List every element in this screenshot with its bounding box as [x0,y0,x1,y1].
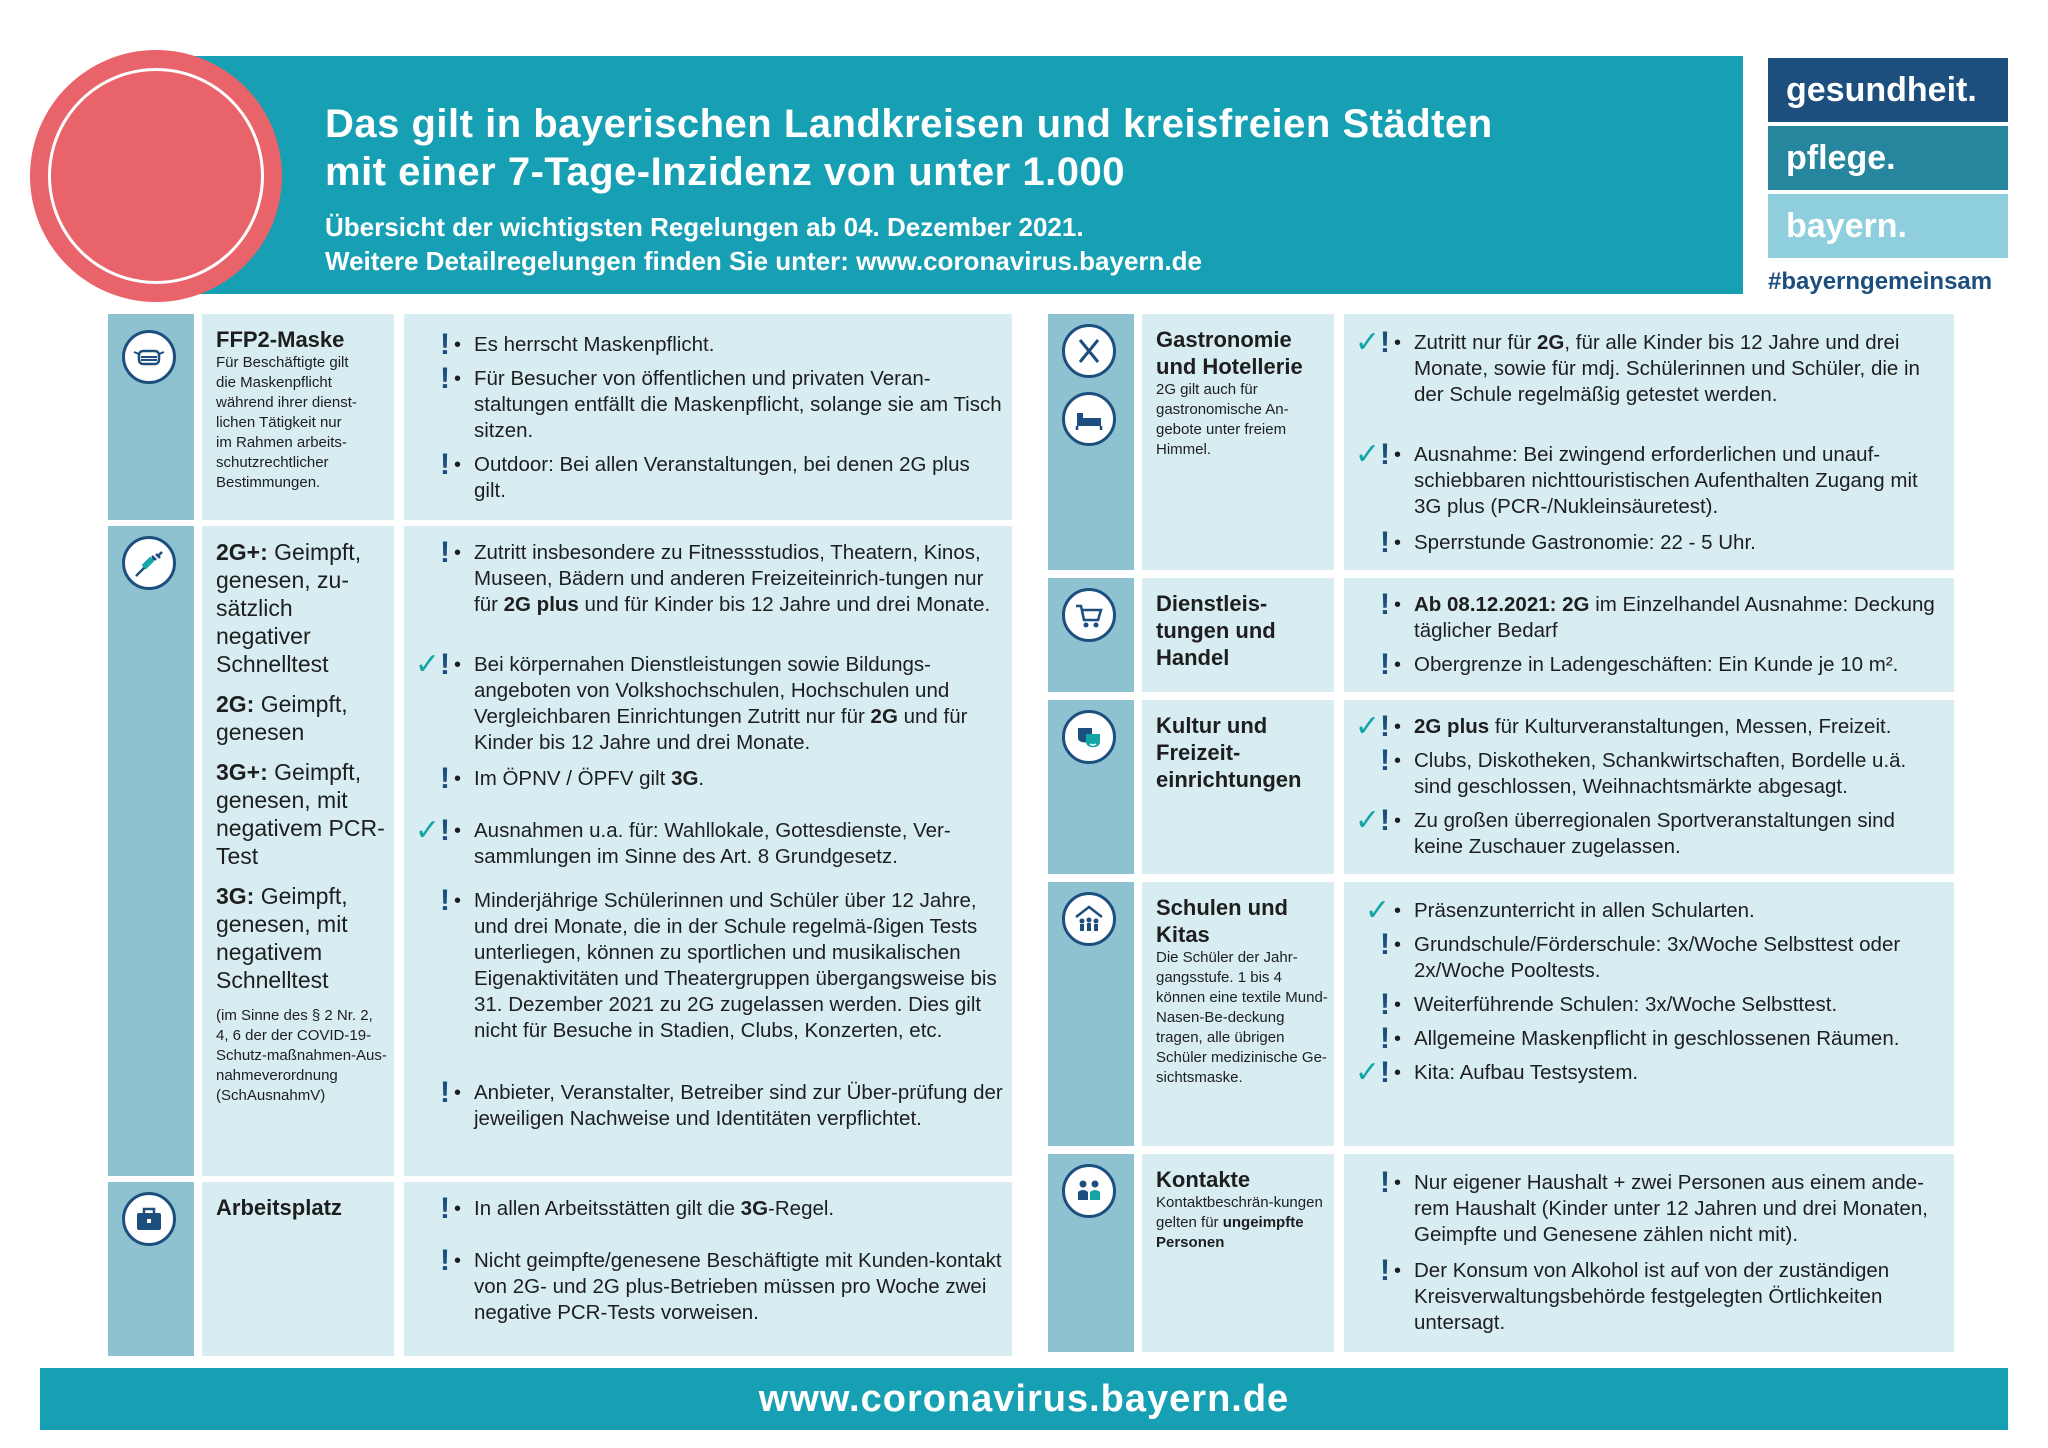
page-title: Das gilt in bayerischen Landkreisen und kreisfreien Städten mit einer 7-Tage-Inzidenz von unter 1.000 [325,102,1493,194]
brand-bayern: bayern. [1768,194,2008,258]
label-column [1142,314,1334,570]
syringe-icon [122,536,176,590]
icon-column [1048,578,1134,692]
brand-gesundheit: gesundheit. [1768,58,2008,122]
section-schulen-kitas [1048,882,1952,1146]
hashtag: #bayerngemeinsam [1768,268,1993,295]
content-column: ! • Ab 08.12.2021: 2G im Einzelhandel Ausnahme: Deckung täglicher Bedarf ! • Obergrenze in Ladengeschäften: Ein Kunde je 10 m². [1344,578,1954,692]
content-column: ! • Zutritt insbesondere zu Fitnessstudios, Theatern, Kinos, Museen, Bädern und anderen Freizeiteinrich-tungen nur für 2G plus und für Kinder bis 12 Jahre und drei Monate. ✓! • Bei körpernahen Dienstleistungen sowie Bildungs-angeboten von Volkshochschulen, Hochschulen und Vergleichbaren Einrichtungen Zutritt nur für 2G und für Kinder bis 12 Jahre und drei Monate. ! • Im ÖPNV / ÖPFV gilt 3G. ✓! • Ausnahmen u.a. für: Wahllokale, Gottesdienste, Ver-sammlungen im Sinne des Art. 8 Grundgesetz. ! • Minderjährige Schülerinnen und Schüler über 12 Jahre, und drei Monate, die in der Schule regelmä-ßigen Tests unterliegen, können zu sportlichen und musikalischen Eigenaktivitäten und Theatergruppen übergangsweise bis 31. Dezember 2021 zu 2G zugelassen werden. Dies gilt nicht für Besuche in Stadien, Clubs, Konzerten, etc. ! • Anbieter, Veranstalter, Betreiber sind zur Über-prüfung der jeweiligen Nachweise und Identitäten verpflichtet. [404,526,1012,1176]
legal-note: (im Sinne des § 2 Nr. 2, 4, 6 der der COVID-19-Schutz-maßnahmen-Aus-nahmeverordnung (SchAusnahmV) [216,1007,387,1104]
section-note: 2G gilt auch für gastronomische An-gebote unter freiem Himmel. [1156,381,1289,458]
section-title: Schulen und Kitas [1156,895,1288,947]
content-column: ! • Es herrscht Maskenpflicht. ! • Für Besucher von öffentlichen und privaten Veran-staltungen entfällt die Maskenpflicht, solange sie am Tisch sitzen. ! • Outdoor: Bei allen Veranstaltungen, bei denen 2G plus gilt. [404,314,1012,520]
label-2g: 2G: Geimpft, genesen [216,691,348,745]
section-title: Gastronomie und Hotellerie [1156,327,1303,379]
bed-icon [1062,392,1116,446]
section-title: FFP2-Maske [216,327,345,352]
footer-url[interactable]: www.coronavirus.bayern.de [40,1368,2008,1430]
section-note: Kontaktbeschrän-kungen gelten für ungeimpfte Personen [1156,1194,1323,1251]
label-column [1142,882,1334,1146]
content-column: ✓! • 2G plus für Kulturveranstaltungen, Messen, Freizeit. ! • Clubs, Diskotheken, Schankwirtschaften, Bordelle u.ä. sind geschlossen, Weihnachtsmärkte abgesagt. ✓! • Zu großen überregionalen Sportveranstaltungen sind keine Zuschauer zugelassen. [1344,700,1954,874]
section-gastronomie [1048,314,1952,570]
icon-column [1048,1154,1134,1352]
section-ffp2-maske [108,314,1012,520]
section-arbeitsplatz [108,1182,1012,1356]
icon-column [1048,700,1134,874]
label-column [202,314,394,520]
icon-column [108,314,194,520]
brand-pflege: pflege. [1768,126,2008,190]
section-title: Kultur und Freizeit-einrichtungen [1156,713,1302,792]
icon-column [1048,882,1134,1146]
content-column: ! • In allen Arbeitsstätten gilt die 3G-Regel. ! • Nicht geimpfte/genesene Beschäftigte mit Kunden-kontakt von 2G- und 2G plus-Betrieben müssen pro Woche zwei negative PCR-Tests vorweisen. [404,1182,1012,1356]
label-3g: 3G: Geimpft, genesen, mit negativem Schnelltest [216,883,348,993]
content-column: ! • Nur eigener Haushalt + zwei Personen aus einem ande-rem Haushalt (Kinder unter 12 Jahren und drei Monaten, Geimpfte und Genesene zählen nicht mit). ! • Der Konsum von Alkohol ist auf von der zuständigen Kreisverwaltungsbehörde festgelegten Örtlichkeiten untersagt. [1344,1154,1954,1352]
icon-column [108,1182,194,1356]
label-3g-plus: 3G+: Geimpft, genesen, mit negativem PCR-Test [216,759,385,869]
school-icon [1062,892,1116,946]
red-circle-logo [30,50,282,302]
mask-icon [122,330,176,384]
cutlery-icon [1062,324,1116,378]
page-subtitle: Übersicht der wichtigsten Regelungen ab 04. Dezember 2021. Weitere Detailregelungen finden Sie unter: www.coronavirus.bayern.de [325,212,1202,276]
label-column [202,1182,394,1356]
people-icon [1062,1164,1116,1218]
section-kontakte [1048,1154,1952,1352]
section-title: Arbeitsplatz [216,1195,342,1220]
section-note: Die Schüler der Jahr-gangsstufe. 1 bis 4 können eine textile Mund-Nasen-Be-deckung tragen, alle übrigen Schüler medizinische Ge-sichtsmaske. [1156,949,1328,1086]
section-dienstleistungen-handel [1048,578,1952,692]
label-column [1142,578,1334,692]
section-zutritt [108,526,1012,1176]
content-column: ✓ • Präsenzunterricht in allen Schularten. ! • Grundschule/Förderschule: 3x/Woche Selbsttest oder 2x/Woche Pooltests. ! • Weiterführende Schulen: 3x/Woche Selbsttest. ! • Allgemeine Maskenpflicht in geschlossenen Räumen. ✓! • Kita: Aufbau Testsystem. [1344,882,1954,1146]
section-title: Dienstleis-tungen und Handel [1156,591,1276,670]
label-column [1142,700,1334,874]
content-column: ✓! • Zutritt nur für 2G, für alle Kinder bis 12 Jahre und drei Monate, sowie für mdj. Schülerinnen und Schüler, die in der Schule regelmäßig getestet werden. ✓! • Ausnahme: Bei zwingend erforderlichen und unauf-schiebbaren nichttouristischen Aufenthalten Zugang mit 3G plus (PCR-/Nukleinsäuretest). ! • Sperrstunde Gastronomie: 22 - 5 Uhr. [1344,314,1954,570]
label-column [202,526,394,1176]
cart-icon [1062,588,1116,642]
briefcase-icon [122,1192,176,1246]
section-title: Kontakte [1156,1167,1251,1192]
section-note: Für Beschäftigte gilt die Maskenpflicht während ihrer dienst- lichen Tätigkeit nur im Rahmen arbeits- schutzrechtlicher Bestimmungen. [216,354,357,491]
theater-masks-icon [1062,710,1116,764]
icon-column [1048,314,1134,570]
label-column [1142,1154,1334,1352]
label-2g-plus: 2G+: Geimpft, genesen, zu-sätzlich negativer Schnelltest [216,539,362,677]
icon-column [108,526,194,1176]
section-kultur-freizeit [1048,700,1952,874]
